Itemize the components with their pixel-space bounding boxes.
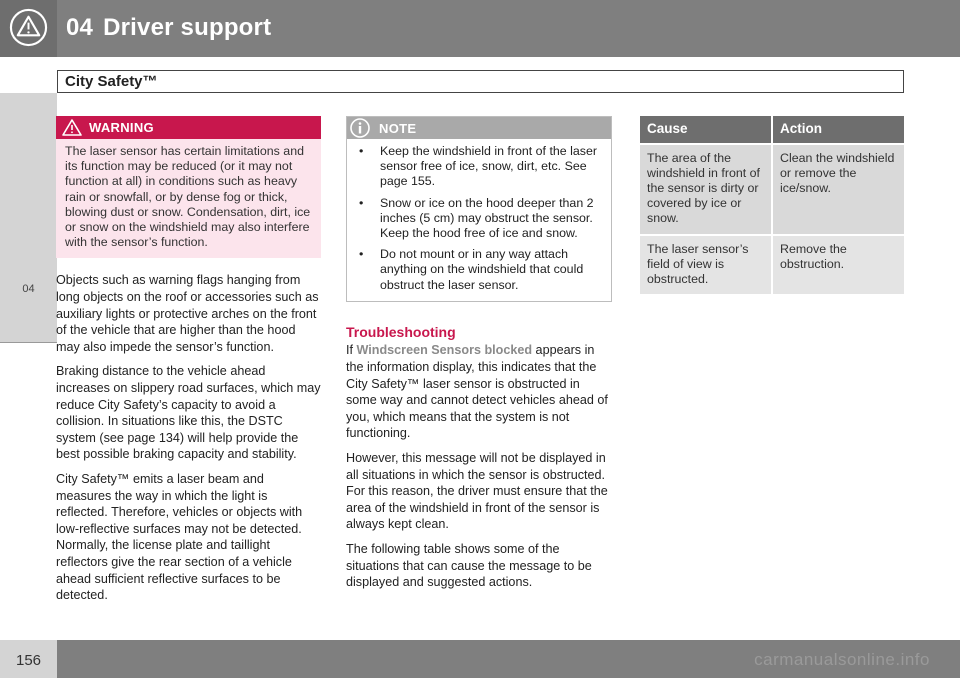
note-title: NOTE (379, 121, 417, 136)
left-column (56, 116, 321, 604)
warning-text: The laser sensor has certain limitations and its function may be reduced (or it may not function at all) in conditions such as heavy rain or snowfall, or by dense fog or thick, blowing dust or snow. Condensation, dirt, ice or snow on the windshield may also interfere with the sensor’s function. (65, 144, 311, 250)
paragraph: The following table shows some of the situations that can cause the message to be displayed and suggested actions. (346, 541, 592, 590)
note-item-text: Do not mount or in any way attach anything on the windshield that could obstruct the laser sensor. (380, 247, 584, 292)
chapter-header (0, 0, 960, 57)
paragraph: However, this message will not be displayed in all situations in which the sensor is obstructed. For this reason, the driver must ensure that the area of the windshield in front of the sensor is always kept clean. (346, 450, 608, 532)
list-item (355, 144, 603, 190)
troubleshooting-text (346, 342, 612, 590)
note-box (346, 116, 612, 302)
warning-box (56, 116, 321, 258)
troubleshooting-heading: Troubleshooting (346, 323, 456, 340)
table-header-cause: Cause (640, 116, 772, 144)
page-number: 156 (15, 652, 42, 669)
chapter-name: Driver support (103, 14, 272, 41)
bullet-icon: • (359, 144, 364, 158)
table-cell: Clean the windshield or remove the ice/snow. (772, 144, 904, 235)
note-item-text: Snow or ice on the hood deeper than 2 inches (5 cm) may obstruct the sensor. Keep the hood free of ice and snow. (380, 195, 594, 241)
table-cell: The area of the windshield in front of the sensor is dirty or covered by ice or snow. (640, 144, 772, 235)
section-title-bar (57, 70, 904, 93)
paragraph (346, 342, 612, 442)
chapter-title (66, 14, 271, 42)
chapter-side-tab (0, 93, 57, 343)
table-cell: Remove the obstruction. (772, 235, 904, 295)
table-header-action: Action (772, 116, 904, 144)
warning-title: WARNING (89, 120, 154, 135)
list-item (355, 196, 603, 242)
warning-triangle-icon (9, 8, 48, 47)
cause-action-table (640, 116, 904, 294)
warning-header (56, 116, 321, 139)
section-title: City Safety™ (65, 73, 158, 90)
page-footer (0, 640, 960, 678)
bullet-icon: • (359, 247, 364, 262)
paragraph: Objects such as warning flags hanging from long objects on the roof or accessories such as auxiliary lights or protective arches on the front of the vehicle that are higher than the hood may also impede the sensor’s function. (56, 273, 319, 354)
paragraph: Braking distance to the vehicle ahead increases on slippery road surfaces, which may reduce City Safety’s capacity to avoid a collision. In situations like this, the DSTC system (see page 134) will help provide the best possible braking capacity and stability. (56, 364, 321, 462)
info-icon (349, 117, 371, 139)
middle-column (346, 116, 612, 591)
note-list (347, 139, 611, 301)
warning-triangle-icon (62, 119, 82, 136)
text-suffix: appears in the information display, this indicates that the City Safety™ laser sensor is obstructed in some way and cannot detect vehicles ahead of you, which means that the system is not functioning. (346, 343, 608, 441)
table-row (640, 235, 904, 295)
note-header (347, 117, 611, 139)
page-number-box (0, 640, 57, 678)
side-tab-label: 04 (22, 283, 35, 295)
display-message: Windscreen Sensors blocked (356, 343, 533, 358)
right-column (640, 116, 904, 294)
left-body-text (56, 272, 321, 603)
table-cell: The laser sensor’s field of view is obstructed. (640, 235, 772, 295)
note-item-text: Keep the windshield in front of the laser sensor free of ice, snow, dirt, etc. See page 155. (380, 144, 597, 189)
watermark: carmanualsonline.info (754, 650, 930, 669)
bullet-icon: • (359, 195, 364, 210)
paragraph: City Safety™ emits a laser beam and measures the way in which the light is reflected. Therefore, vehicles or objects with low-reflective surfaces may not be detected. Normally, the license plate and taillight reflectors give the rear section of a vehicle ahead sufficient reflective surfaces to be detected. (56, 471, 303, 603)
text-prefix: If (346, 343, 357, 358)
list-item (355, 247, 603, 293)
header-icon-box (0, 0, 57, 57)
table-header-row (640, 116, 904, 144)
chapter-number: 04 (66, 14, 94, 41)
table-row (640, 144, 904, 235)
